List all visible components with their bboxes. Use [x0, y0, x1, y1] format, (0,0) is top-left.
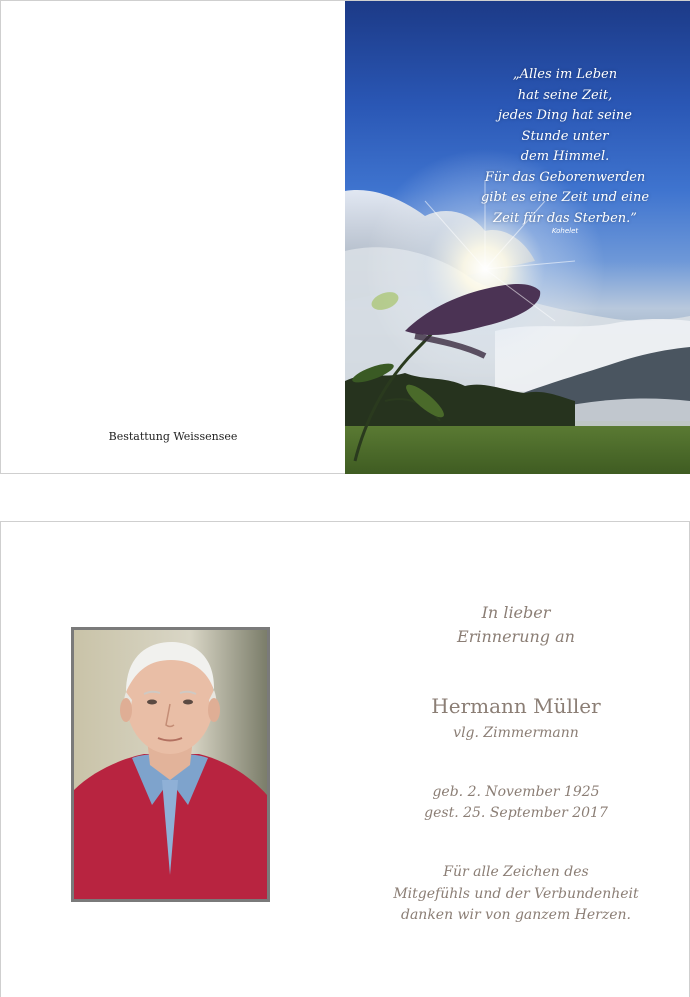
portrait-illustration: [74, 630, 267, 899]
memorial-intro: [361, 601, 671, 649]
quote-line: hat seine Zeit,: [517, 87, 613, 103]
quote-line: „Alles im Leben: [512, 67, 618, 82]
death-date: gest. 25. September 2017: [424, 805, 608, 821]
quote-line: jedes Ding hat seine: [497, 108, 633, 123]
quote-line: gibt es eine Zeit und eine: [480, 190, 650, 205]
thanks-line: danken wir von ganzem Herzen.: [401, 907, 631, 923]
thanks-line: Für alle Zeichen des: [443, 864, 589, 880]
life-dates: [361, 782, 671, 824]
quote-line: Stunde unter: [521, 128, 609, 144]
card-front: [0, 0, 690, 474]
quote-line: dem Himmel.: [520, 149, 610, 164]
thanks-text: [361, 862, 671, 927]
quote-text: [465, 65, 665, 229]
cover-photo: [345, 1, 690, 474]
quote-source: Kohelet: [551, 227, 579, 235]
intro-line: In lieber: [481, 603, 551, 622]
quote-line: Zeit für das Sterben.”: [493, 210, 637, 226]
intro-line: Erinnerung an: [457, 627, 575, 646]
funeral-home-name: Bestattung Weissensee: [108, 430, 238, 443]
portrait-photo: [71, 627, 270, 902]
quote-line: Für das Geborenwerden: [484, 169, 646, 185]
thanks-line: Mitgefühls und der Verbundenheit: [393, 885, 639, 902]
birth-date: geb. 2. November 1925: [432, 784, 600, 800]
card-inside: [0, 521, 690, 997]
deceased-name: Hermann Müller: [431, 694, 601, 718]
card-back-panel: [1, 1, 345, 473]
deceased-alias: vlg. Zimmermann: [453, 725, 579, 741]
